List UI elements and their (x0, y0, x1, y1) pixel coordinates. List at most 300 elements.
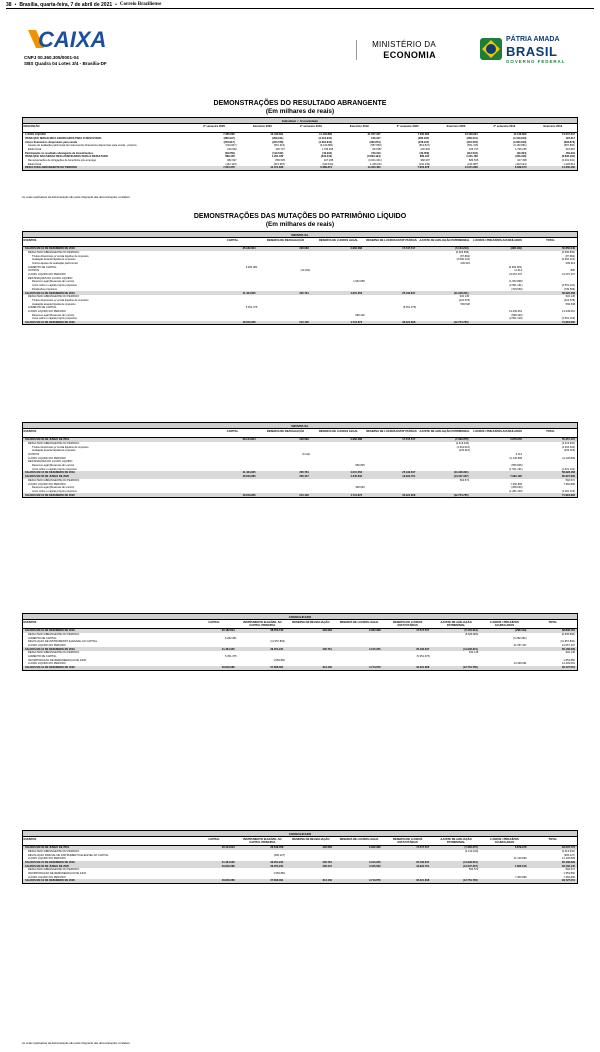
cell-value: 883.535 (275, 159, 285, 163)
cell-value: 13.439.691 (513, 662, 527, 666)
cell-value: 889.430 (419, 155, 430, 159)
cell-value: (333.316) (320, 155, 332, 159)
cell-value: (6.160.881) (319, 144, 334, 148)
row-label: Dividendos propostos (32, 287, 57, 291)
ministerio-line1: MINISTÉRIO DA (372, 40, 436, 49)
cell-value: 11.136.899 (509, 456, 523, 460)
cell-value: 932.145 (468, 651, 479, 655)
cell-value: (7.363.375) (464, 846, 478, 850)
cell-value: 4.713.676 (369, 879, 381, 883)
column-header: 2º semestre 2019 (493, 124, 516, 128)
cell-value: (4.364.616) (561, 445, 576, 449)
dmpl-note: As notas explicativas da Administração são parte integrante das demonstrações contábeis. (22, 1042, 131, 1045)
column-header: RESERVA DE LUCROS LEGAL (339, 620, 379, 624)
column-header: DESCRIÇÃO (23, 124, 40, 128)
cnpj: CNPJ 00.360.305/0001-04 (24, 55, 79, 60)
row-label: Remensurações de obrigações de benefícios pós-emprego (28, 159, 97, 163)
column-header: CAPITAL (226, 238, 239, 242)
cell-value: (1.281.319) (509, 489, 523, 493)
cell-value: 25.190.847 (416, 861, 430, 865)
column-header: RESERVA DE LUCROS ESTATUTÁRIAS (366, 238, 417, 242)
cell-value: 883.535 (468, 159, 479, 163)
cell-value: 1.201.782 (271, 155, 284, 159)
row-label: LUCRO LÍQUIDO DO PERÍODO (28, 857, 66, 861)
cell-value: (333.316) (458, 449, 470, 453)
cell-value: 698.420 (355, 313, 365, 317)
row-label: SALDOS EM 31 DE DEZEMBRO DE 2020 (25, 493, 75, 497)
cell-value: 36.134.824 (221, 846, 235, 850)
cell-value: 226.083 (322, 629, 332, 633)
dmpl-table-consolidado-annual (22, 613, 578, 671)
cell-value: 17.517.517 (402, 247, 416, 251)
row-label: SALDOS EM 30 DE JUNHO DE 2020 (25, 864, 69, 868)
row-label: LUCRO LÍQUIDO DO PERÍODO (28, 482, 66, 486)
column-headers (23, 837, 577, 846)
cell-value: (6.606.104) (456, 258, 470, 262)
cell-value: 889.430 (225, 155, 235, 159)
cell-value: 21.057.337 (509, 273, 523, 277)
column-header: RESERVA DE LUCROS LEGAL (339, 837, 379, 841)
cell-value: 14.371.836 (464, 166, 478, 170)
dra-title-block (0, 100, 600, 116)
cell-value: 41.464.905 (242, 291, 256, 295)
dmpl-table-individual-annual (22, 231, 578, 325)
column-header: LUCROS / PREJUÍZOS ACUMULADOS (473, 429, 522, 433)
cell-value: (1.521.191) (509, 467, 523, 471)
cell-value: 21.057.337 (367, 133, 381, 137)
cell-value: 7.953.378 (223, 166, 235, 170)
cell-value: 4.015.256 (369, 647, 381, 651)
cell-value: 123.317 (371, 136, 381, 140)
table-row (23, 493, 577, 497)
cell-value: 107.308 (323, 159, 334, 163)
cell-value: 26.649.358 (270, 846, 284, 850)
gov-line2: BRASIL (506, 44, 558, 59)
cell-value: 205.761 (299, 471, 309, 475)
row-label: LUCRO LÍQUIDO DO PERÍODO (28, 644, 66, 648)
column-headers (23, 238, 577, 247)
table-rows (23, 846, 577, 883)
cell-value: 1.553.860 (273, 658, 285, 662)
page-number: 38 (6, 2, 12, 8)
cell-value: 11.136.899 (513, 857, 527, 861)
cell-value: (4.413.910) (455, 441, 470, 445)
company-info (24, 55, 107, 66)
cell-value: 932.145 (565, 295, 575, 299)
cell-value: 326.737 (468, 148, 479, 152)
dra-note: As notas explicativas da Administração são parte integrante das demonstrações contábeis. (22, 196, 131, 199)
cell-value: (4.413.910) (318, 136, 332, 140)
column-header: INSTRUMENTO ELEGÍVEL AO CAPITAL PRINCIPAL (243, 620, 282, 627)
row-label: Reserva Legal (Reservas de Lucros) (32, 464, 75, 468)
cell-value: (269.241) (466, 136, 478, 140)
row-label: SALDOS EM 31 DE DEZEMBRO DE 2019 (25, 291, 75, 295)
cell-value: (87.892) (460, 254, 470, 258)
row-label: Juros sobre o capital próprio propostos (32, 317, 77, 321)
cell-value: (395.127) (563, 853, 575, 857)
cell-value: 205.761 (322, 647, 332, 651)
cell-value: 4.345.630 (350, 475, 363, 479)
cell-value: 50.556.049 (561, 247, 575, 251)
cell-value: 21.057.337 (513, 644, 527, 648)
cell-value: (4.364.616) (318, 140, 332, 144)
dra-table (22, 117, 578, 171)
cell-value: 1.796.265 (515, 148, 527, 152)
row-label: AUMENTO DE CAPITAL (28, 636, 57, 640)
cell-value: (1.281.319) (561, 489, 576, 493)
cell-value: 41.464.905 (221, 647, 235, 651)
cell-value: 226.083 (299, 247, 309, 251)
ministerio-line2: ECONOMIA (383, 49, 436, 60)
table-row (23, 166, 577, 170)
ad-header (6, 14, 594, 74)
cell-value: 123.317 (565, 136, 575, 140)
cell-value: 46.816.280 (221, 879, 235, 883)
row-label: Títulos disponíveis p/ venda líquidos de impostos (32, 298, 89, 302)
caixa-logo-mark (24, 26, 134, 52)
dra-column-headers (23, 124, 577, 133)
cell-value: (11.948.301) (453, 291, 469, 295)
cell-value: (224.578) (458, 298, 470, 302)
row-label: LUCRO LÍQUIDO DO PERÍODO (28, 662, 66, 666)
row-label: Juros sobre o capital próprio propostos (32, 284, 77, 288)
cell-value: (12.754.765) (463, 666, 478, 670)
row-label: RESULTADO ABRANGENTE DO PERÍODO (28, 441, 80, 445)
cell-value: 7.360.896 (563, 482, 575, 486)
cell-value: 14.350.460 (562, 166, 575, 170)
cell-value: 30.321.608 (402, 493, 416, 497)
column-header: CAPITAL (226, 429, 239, 433)
cell-value: 17.517.517 (416, 629, 430, 633)
row-label: ITENS QUE NÃO SERÃO RECLASSIFICADOS PARA O RESULTADO (25, 155, 108, 159)
cell-value: (6.606.806) (465, 632, 479, 636)
cell-value: (282.947) (223, 136, 235, 140)
row-label: DESTINAÇÕES DO LUCRO LÍQUIDO (28, 460, 73, 464)
column-header: RESERVA DE LUCROS ESTATUTÁRIAS (393, 620, 423, 627)
cell-value: 569.548 (460, 302, 470, 306)
cell-value: 5.351.375 (245, 306, 258, 310)
row-label: DEVOLUÇÃO PARCIAL DE INSTRUMENTO ELEGÍVEL AO CAPITAL (28, 853, 109, 857)
cell-value: (5.351.375) (416, 655, 430, 659)
cell-value: (12.754.765) (453, 321, 469, 325)
table-row (23, 321, 577, 325)
cell-value: (224.578) (563, 298, 576, 302)
dra-title: DEMONSTRAÇÕES DO RESULTADO ABRANGENTE (213, 100, 387, 107)
cell-value: 88.806.781 (562, 629, 575, 633)
brasil-flag-icon (480, 38, 502, 60)
cell-value: 213.130 (299, 493, 309, 497)
row-label: INCORPORAÇÃO DE REMUNERAÇÃO DE IHCD (28, 658, 87, 662)
cell-value: 27.808.091 (270, 879, 284, 883)
cell-value: (6.160.881) (513, 144, 527, 148)
cell-value: 1.201.782 (466, 155, 478, 159)
cell-value: (298.149) (510, 247, 522, 251)
cell-value: 5.879.978 (514, 846, 527, 850)
cell-value: 26.254.231 (270, 861, 284, 865)
cell-value: (442.149) (418, 162, 430, 166)
cell-value: (269.241) (272, 136, 284, 140)
column-header: EVENTOS (23, 238, 37, 242)
row-label: Títulos disponíveis p/ venda líquidos de impostos (32, 445, 89, 449)
gov-line3: GOVERNO FEDERAL (506, 59, 566, 64)
cell-value: 5.351.375 (225, 655, 237, 659)
column-header: TOTAL (548, 620, 558, 624)
cell-value: 7.962.128 (514, 864, 527, 868)
cell-value: (333.316) (515, 155, 527, 159)
cell-value: (11.948.301) (453, 471, 469, 475)
cell-value: 213.130 (299, 321, 309, 325)
cell-value: 14.350.460 (367, 166, 381, 170)
cell-value: 226.083 (299, 438, 309, 442)
row-label: OUTROS (28, 453, 40, 457)
cell-value: 14.371.836 (270, 166, 284, 170)
cell-value: (333.316) (563, 449, 576, 453)
cell-value: (224.578) (272, 140, 284, 144)
cell-value: (278.917) (223, 140, 235, 144)
cell-value: 46.816.280 (242, 321, 256, 325)
row-label: Reserva Legal (Reservas de Lucros) (32, 486, 75, 490)
cell-value: (587.860) (370, 144, 382, 148)
cell-value: 19.924.761 (416, 864, 430, 868)
row-label: RESULTADO ABRANGENTE DO PERÍODO (28, 868, 80, 872)
row-label: Ajustes de avaliação patrimonial de instrumentos financeiros disponíveis para venda - próprios (28, 144, 137, 148)
cell-value: 6.112 (515, 453, 523, 457)
row-label: INCORPORAÇÃO DE REMUNERAÇÃO DE IHCD (28, 872, 87, 876)
cell-value: (5.351.375) (402, 306, 417, 310)
cell-value: (6.112) (302, 453, 311, 457)
cell-value: 982.097 (420, 159, 430, 163)
cell-value: (87.892) (565, 254, 576, 258)
cell-value: 592.572 (468, 868, 479, 872)
cell-value: 41.464.905 (221, 861, 235, 865)
cell-value: (4.364.616) (513, 140, 527, 144)
cell-value: 326.737 (275, 148, 285, 152)
cell-value: (6.606.806) (561, 632, 575, 636)
group-individual: Individual (281, 119, 296, 123)
cell-value: 13.439.691 (509, 309, 523, 313)
cell-value: 46.816.280 (242, 475, 256, 479)
column-header: RESERVA DE REAVALIAÇÃO (266, 238, 305, 242)
cell-value: (2.561.319) (561, 317, 576, 321)
row-label: SALDOS EM 31 DE DEZEMBRO DE 2019 (25, 861, 75, 865)
row-label: Outros ajustes de avaliação patrimonial (32, 262, 78, 266)
column-header: LUCROS / PREJUÍZOS ACUMULADOS (490, 620, 519, 627)
column-header: Exercício 2020 (253, 124, 272, 128)
column-header: Exercício 2020 (446, 124, 466, 128)
cell-value: 46.816.280 (221, 666, 235, 670)
cell-value: 1.553.860 (563, 658, 575, 662)
cell-value: 26.254.231 (270, 647, 284, 651)
cell-value: 6.282.081 (245, 265, 258, 269)
separator: • (14, 2, 17, 8)
cell-value: 4.713.676 (350, 321, 363, 325)
cell-value: 2.962.388 (350, 438, 363, 442)
cell-value: (6.830.194) (561, 155, 575, 159)
dmpl-table-individual-semester (22, 422, 578, 498)
cell-value: 159.319 (371, 151, 381, 155)
cell-value: 7.360.896 (515, 875, 527, 879)
row-label: SALDOS EM 31 DE DEZEMBRO DE 2020 (25, 879, 75, 883)
cell-value: 11.136.899 (562, 857, 575, 861)
cell-value: 5.879.978 (510, 438, 522, 442)
cell-value: 7.360.896 (510, 482, 523, 486)
cell-value: (4.413.910) (513, 136, 527, 140)
column-header: AJUSTE DE AVALIAÇÃO PATRIMONIAL (419, 429, 470, 433)
cell-value: 36.134.824 (242, 438, 256, 442)
column-header: 2º semestre 2020 (396, 124, 419, 128)
cell-value: (1.521.191) (561, 467, 576, 471)
row-label: SALDOS EM 31 DE DEZEMBRO DE 2018 (25, 629, 75, 633)
table-group-bar: INDIVIDUAL (23, 232, 577, 238)
row-label: Avaliação atuarial líquida de impostos (32, 258, 76, 262)
cell-value: 368.046 (355, 486, 365, 490)
row-label: SALDOS EM 31 DE DEZEMBRO DE 2020 (25, 321, 75, 325)
row-label: RESULTADO ABRANGENTE DO PERÍODO (28, 651, 80, 655)
cell-value: (278.917) (418, 140, 430, 144)
cell-value: 21.057.337 (561, 644, 575, 648)
column-header: RESERVA DE REAVALIAÇÃO (266, 429, 305, 433)
cell-value: (368.046) (511, 486, 523, 490)
cell-value: 2.962.388 (369, 846, 381, 850)
cell-value: 25.190.847 (402, 291, 416, 295)
cell-value: 209.319 (460, 262, 470, 266)
row-label: SALDOS EM 31 DE DEZEMBRO DE 2019 (25, 471, 75, 475)
row-label: DEVOLUÇÃO DE INSTRUMENTO ELEGÍVEL AO CAPITAL (28, 640, 98, 644)
dmpl-table-consolidado-semester (22, 830, 578, 884)
cell-value: 1.796.265 (321, 148, 334, 152)
cell-value: 890 (570, 269, 575, 273)
column-headers (23, 620, 577, 629)
cell-value: 13.439.691 (464, 133, 478, 137)
cell-value: 26.254.231 (270, 864, 284, 868)
cell-value: 7.360.896 (563, 875, 575, 879)
row-label: LUCRO LÍQUIDO DO PERÍODO (28, 273, 66, 277)
row-label: RESULTADO ABRANGENTE DO PERÍODO (28, 632, 80, 636)
caixa-logo-text: CAIXA (38, 27, 107, 52)
cell-value: 569.548 (565, 302, 576, 306)
cell-value: (556.845) (511, 464, 523, 468)
column-header: CAPITAL (208, 620, 220, 624)
row-label: SALDOS EM 31 DE DEZEMBRO DE 2020 (25, 666, 75, 670)
cell-value: 1.553.860 (273, 872, 285, 876)
cell-value: (313.987) (467, 162, 479, 166)
table-rows (23, 629, 577, 670)
cell-value: 7.360.896 (223, 133, 235, 137)
cell-value: (224.578) (466, 140, 478, 144)
cell-value: 38.250.732 (270, 629, 284, 633)
table-group-bar: CONSOLIDADO (23, 614, 577, 620)
row-label: OUTROS (28, 269, 40, 273)
cell-value: 6.389.673 (514, 166, 527, 170)
cell-value: 932.145 (565, 651, 575, 655)
column-header: AJUSTE DE AVALIAÇÃO PATRIMONIAL (440, 620, 472, 627)
cell-value: 4.713.676 (350, 493, 363, 497)
cell-value: 206.447 (299, 475, 309, 479)
cell-value: 85.182.699 (562, 647, 575, 651)
cell-value: 240.930 (227, 148, 237, 152)
ministerio-logo (356, 40, 436, 60)
cell-value: 324.987 (565, 148, 575, 152)
cell-value: 30.321.608 (416, 879, 430, 883)
cell-value: 35.182.824 (242, 247, 256, 251)
governo-federal-logo (480, 36, 584, 70)
cell-value: 25.190.847 (416, 647, 430, 651)
cell-value: 13.439.691 (561, 662, 575, 666)
dmpl-subtitle: (Em milhares de reais) (265, 221, 335, 229)
column-header: AJUSTE DE AVALIAÇÃO PATRIMONIAL (440, 837, 472, 844)
table-row (23, 666, 577, 670)
cell-value: 592.572 (565, 868, 575, 872)
column-header: CAPITAL (208, 837, 220, 841)
cell-value: 1.052.868 (353, 280, 365, 284)
caixa-logo (24, 26, 134, 52)
table-rows (23, 438, 577, 497)
cell-value: (298.149) (515, 629, 527, 633)
cell-value: 17.517.517 (416, 846, 430, 850)
row-label: Títulos disponíveis p/ venda líquidos de impostos (32, 254, 89, 258)
cell-value: (11.957.894) (560, 640, 575, 644)
cell-value: (113.542) (272, 151, 284, 155)
row-label: Participação no resultado abrangente de investimentos (25, 151, 94, 155)
cell-value: 71.918.960 (561, 493, 575, 497)
cell-value: 1.553.860 (563, 872, 575, 876)
cell-value: 82.007.773 (562, 846, 575, 850)
cell-value: (113.542) (466, 151, 478, 155)
cell-value: (2.561.319) (509, 317, 523, 321)
cell-value: (3.001.031) (368, 159, 382, 163)
group-consolidado: Consolidado (300, 119, 319, 123)
cell-value: (2.551.191) (509, 284, 523, 288)
column-header: EVENTOS (23, 837, 37, 841)
cell-value: 25.190.847 (402, 471, 416, 475)
row-label: Juros sobre o capital próprio propostos (32, 489, 77, 493)
cell-value: (551.315) (467, 144, 479, 148)
cell-value: (698.420) (511, 313, 523, 317)
row-label: RESULTADO ABRANGENTE DO PERÍODO (28, 478, 80, 482)
cell-value: 30.321.608 (402, 321, 416, 325)
cell-value: (709.569) (563, 287, 576, 291)
cell-value: (551.315) (273, 144, 285, 148)
column-header: Exercício 2019 (349, 124, 369, 128)
cell-value: 2.962.388 (369, 629, 381, 633)
cell-value: (709.569) (511, 287, 523, 291)
cell-value: 205.761 (322, 861, 332, 865)
row-label: SALDOS EM 30 DE JUNHO DE 2020 (25, 475, 69, 479)
cell-value: (3.001.031) (561, 159, 575, 163)
cell-value: 71.918.960 (561, 321, 575, 325)
row-label: AUMENTO DE CAPITAL (28, 655, 57, 659)
cell-value: 65.907.909 (561, 475, 575, 479)
cell-value: (4.413.910) (561, 849, 575, 853)
row-label: SALDOS EM 30 DE JUNHO DE 2019 (25, 846, 69, 850)
cell-value: 982.097 (227, 159, 237, 163)
row-label: LUCRO LÍQUIDO DO PERÍODO (28, 309, 66, 313)
cell-value: (39.059) (225, 151, 235, 155)
gov-line1: PÁTRIA AMADA (506, 36, 560, 43)
cell-value: 205.761 (299, 291, 309, 295)
row-label: Reserva Legal (Reservas de Lucros) (32, 313, 75, 317)
column-header: RESERVA DE REAVALIAÇÃO (292, 620, 330, 624)
cell-value: 27.808.091 (270, 666, 284, 670)
cell-value: (442.149) (225, 162, 237, 166)
cell-value: (282.947) (418, 136, 430, 140)
row-label: RESULTADO ABRANGENTE DO PERÍODO (28, 295, 80, 299)
column-header: AJUSTE DE AVALIAÇÃO PATRIMONIAL (419, 238, 470, 242)
cell-value: 213.130 (322, 666, 332, 670)
cell-value: 7.962.128 (510, 475, 522, 479)
cell-value: 932.145 (459, 295, 470, 299)
cell-value: (6.282.081) (508, 265, 523, 269)
